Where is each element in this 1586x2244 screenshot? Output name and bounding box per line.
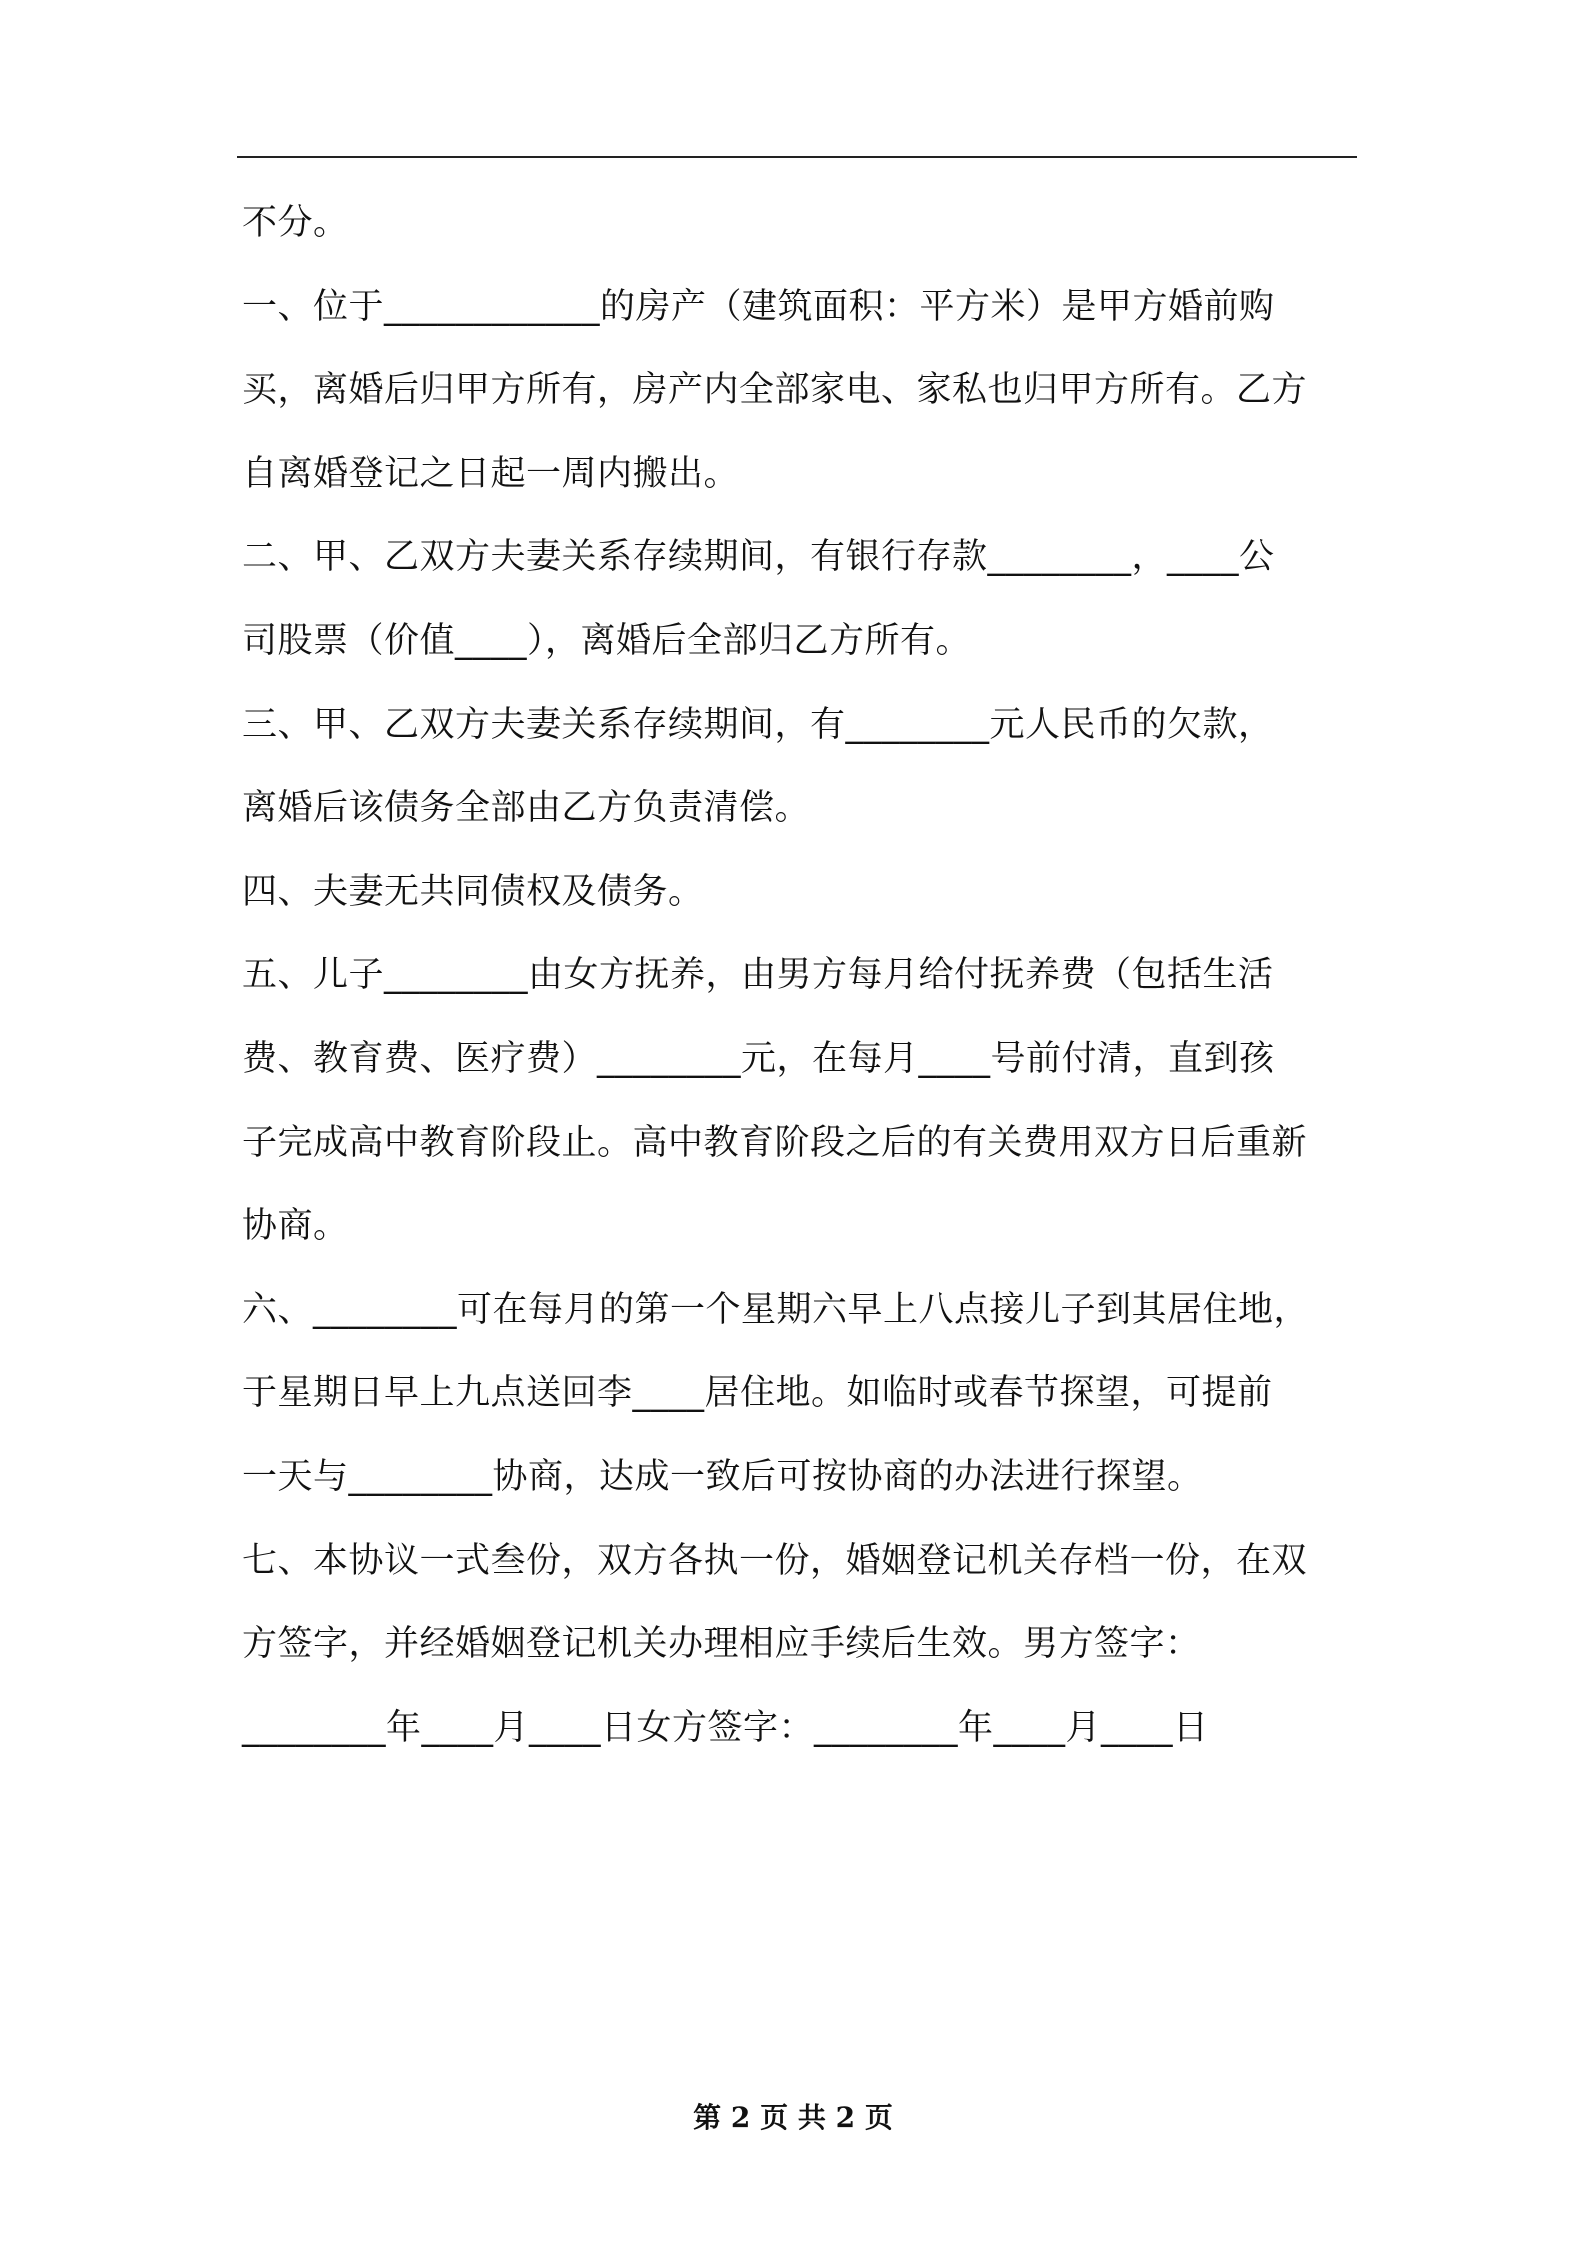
text-line: 费、教育费、医疗费）________元，在每月____号前付清，直到孩: [242, 1038, 1275, 1079]
page-number-footer: [0, 2096, 1586, 2136]
text-line: 六、________可在每月的第一个星期六早上八点接儿子到其居住地，: [242, 1289, 1310, 1330]
text-line: 三、甲、乙双方夫妻关系存续期间，有________元人民币的欠款，: [242, 704, 1274, 745]
text-line: 方签字，并经婚姻登记机关办理相应手续后生效。男方签字：: [242, 1624, 1201, 1665]
document-body: [242, 182, 1372, 1770]
text-line: 买，离婚后归甲方所有，房产内全部家电、家私也归甲方所有。乙方: [242, 370, 1308, 411]
page-number-label: 第 2 页 共 2 页: [693, 2101, 893, 2134]
text-line: 司股票（价值____），离婚后全部归乙方所有。: [242, 620, 972, 661]
text-line: 五、儿子________由女方抚养，由男方每月给付抚养费（包括生活: [242, 955, 1274, 996]
header-rule: [237, 156, 1357, 158]
text-line: 离婚后该债务全部由乙方负责清偿。: [242, 788, 811, 829]
text-line: 自离婚登记之日起一周内搬出。: [242, 453, 740, 494]
text-line: 七、本协议一式叁份，双方各执一份，婚姻登记机关存档一份，在双: [242, 1540, 1308, 1581]
text-line: 子完成高中教育阶段止。高中教育阶段之后的有关费用双方日后重新: [242, 1122, 1308, 1163]
text-line: 一、位于____________的房产（建筑面积：平方米）是甲方婚前购: [242, 286, 1275, 327]
text-line: 一天与________协商，达成一致后可按协商的办法进行探望。: [242, 1456, 1203, 1497]
text-line: 于星期日早上九点送回李____居住地。如临时或春节探望，可提前: [242, 1373, 1273, 1414]
text-line: 不分。: [242, 203, 349, 243]
text-line: 四、夫妻无共同债权及债务。: [242, 871, 704, 912]
text-line: 二、甲、乙双方夫妻关系存续期间，有银行存款________，____公: [242, 537, 1275, 578]
signature-date-line: ________年____月____日女方签字：________年____月____日: [242, 1707, 1209, 1748]
text-line: 协商。: [242, 1206, 349, 1247]
